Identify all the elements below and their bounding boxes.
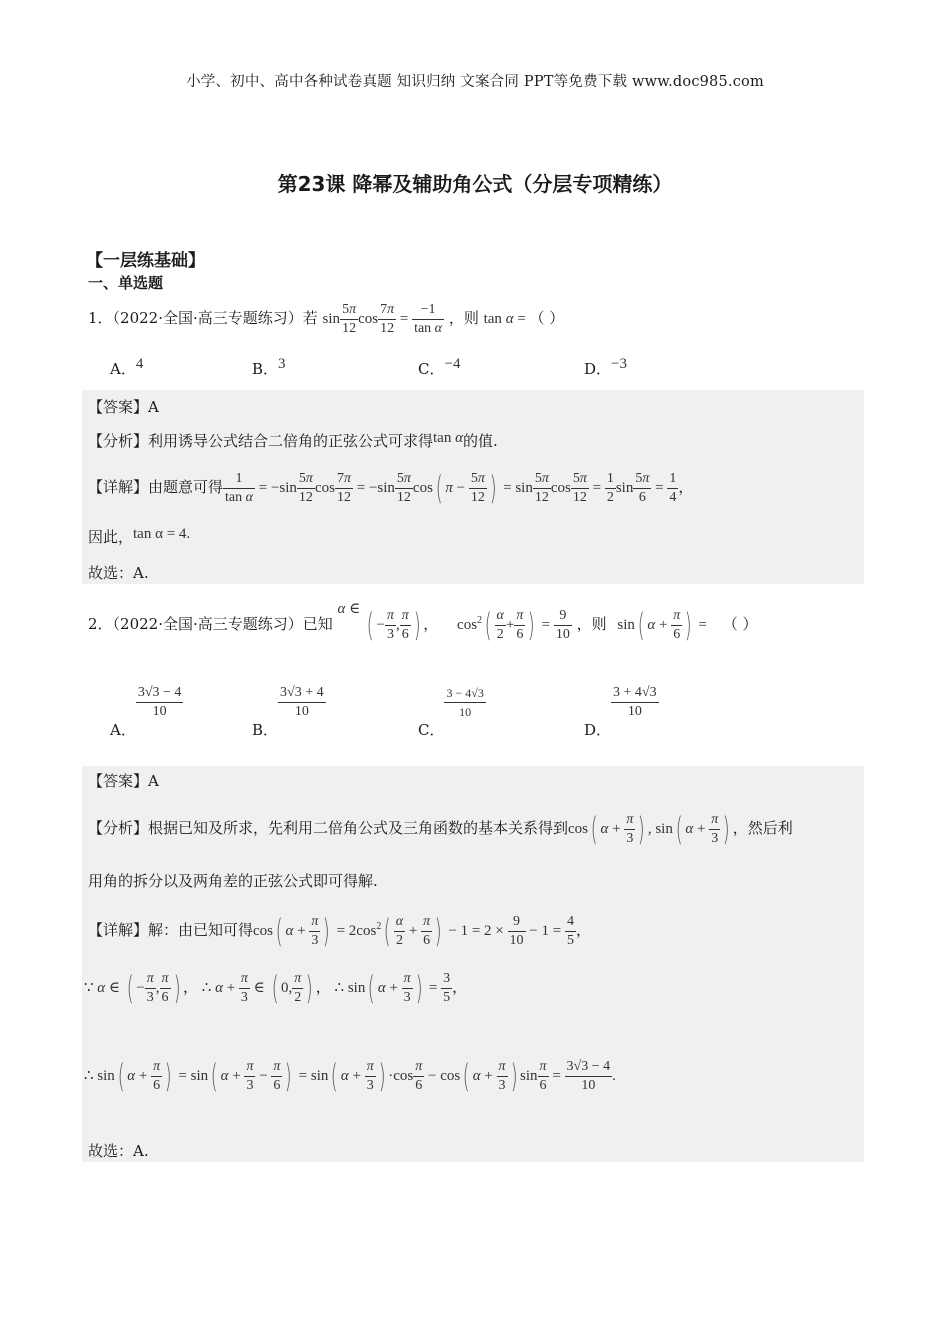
q1-target: tan α = bbox=[483, 311, 530, 327]
q2-detail-2: ∵ α ∈ ( − $\frac{\pi}{3}$ , $\frac{\pi}{6}$ ) ， ∴ α + $\frac{\pi}{3}$ ∈ ( 0, $\frac{\pi}{2}$ ) ， ∴ sin( α + $\frac{\pi}{3}$ ) = $\frac{3}{5}$ ， bbox=[84, 969, 468, 1007]
q2-analysis: 【分析】根据已知及所求，先利用二倍角公式及三角函数的基本关系得到cos( α + $\frac{\pi}{3}$ ) , sin( α + $\frac{\pi}{3}$ ) ，然后利 bbox=[88, 810, 793, 848]
q1-equation: sin $\frac{5\pi}{12}$ cos $\frac{7\pi}{12}$ = $\frac{-1}{\text{tan α}}$ bbox=[322, 301, 443, 336]
q1-analysis: 【分析】利用诱导公式结合二倍角的正弦公式可求得tan α的值. bbox=[88, 430, 498, 450]
q1-choose: 故选：A. bbox=[88, 564, 149, 582]
q1-option-a[interactable]: A．4 bbox=[110, 356, 144, 378]
q1-option-d[interactable]: D．−3 bbox=[584, 356, 627, 378]
q2-option-c[interactable]: C． $\frac{3 - 4√3}{10}$ bbox=[418, 686, 484, 739]
q1-detail: 【详解】由题意可得 $\frac{1}{\text{tan α}}$ = −sin $\frac{5\pi}{12}$ cos $\frac{7\pi}{12}$ = −sin $\frac{5\pi}{12}$ cos( π − $\frac{5\pi}{12}$ ) = sin $\frac{5\pi}{12}$ cos $\frac{5\pi}{12}$ = $\frac{1}{2}$ sin $\frac{5\pi}{6}$ = $\frac{1}{4}$ ， bbox=[88, 469, 694, 507]
q2-option-d[interactable]: D． $\frac{3 + 4√3}{10}$ bbox=[584, 685, 657, 739]
q2-option-b[interactable]: B． $\frac{3√3 + 4}{10}$ bbox=[252, 685, 324, 739]
q2-choose: 故选：A. bbox=[88, 1142, 149, 1160]
q1-option-b[interactable]: B．3 bbox=[252, 356, 286, 378]
level-heading: 【一层练基础】 bbox=[86, 251, 205, 271]
page-header: 小学、初中、高中各种试卷真题 知识归纳 文案合同 PPT等免费下载 www.doc985.com bbox=[186, 74, 764, 90]
q2-detail-3: ∴ sin( α + $\frac{\pi}{6}$ ) = sin( α + $\frac{\pi}{3}$ − $\frac{\pi}{6}$ ) = sin( α + $\frac{\pi}{3}$ ) ·cos $\frac{\pi}{6}$ − cos( α + $\frac{\pi}{3}$ ) sin $\frac{\pi}{6}$ = $\frac{3√3 - 4}{10}$ . bbox=[84, 1057, 616, 1095]
q1-conclusion: 因此，tan α = 4. bbox=[88, 526, 191, 546]
q2-option-a[interactable]: A． $\frac{3√3 - 4}{10}$ bbox=[110, 685, 182, 739]
q1-answer: 【答案】A bbox=[88, 398, 159, 416]
q2-detail-1: 【详解】解：由已知可得cos( α + $\frac{\pi}{3}$ ) = $2\cos^2$( $\frac{\alpha}{2}$ + $\frac{\pi}{6}$ ) − 1 = 2 × $\frac{9}{10}$ − 1 = $\frac{4}{5}$ ， bbox=[88, 912, 591, 950]
q1-mid: ，则 bbox=[448, 309, 479, 327]
question-2-stem: 2．（2022·全国·高三专题练习）已知 α ∈ ( − $\frac{\pi}{3}$ , $\frac{\pi}{6}$ ) ， $\cos^2$( $\frac{\alpha}{2}$ + $\frac{\pi}{6}$ ) = $\frac{9}{10}$ ，则 sin( α + $\frac{\pi}{6}$ ) = （ ） bbox=[88, 601, 758, 644]
page-title: 第23课 降幂及辅助角公式（分层专项精练） bbox=[277, 172, 673, 196]
q2-answer: 【答案】A bbox=[88, 772, 159, 790]
section-type-heading: 一、单选题 bbox=[88, 274, 164, 292]
q2-analysis-cont: 用角的拆分以及两角差的正弦公式即可得解. bbox=[88, 872, 378, 890]
q1-paren: （ ） bbox=[529, 309, 565, 327]
question-1-stem bbox=[88, 296, 564, 340]
q1-prefix: 1．（2022·全国·高三专题练习）若 bbox=[88, 309, 318, 327]
q1-option-c[interactable]: C．−4 bbox=[418, 356, 461, 378]
